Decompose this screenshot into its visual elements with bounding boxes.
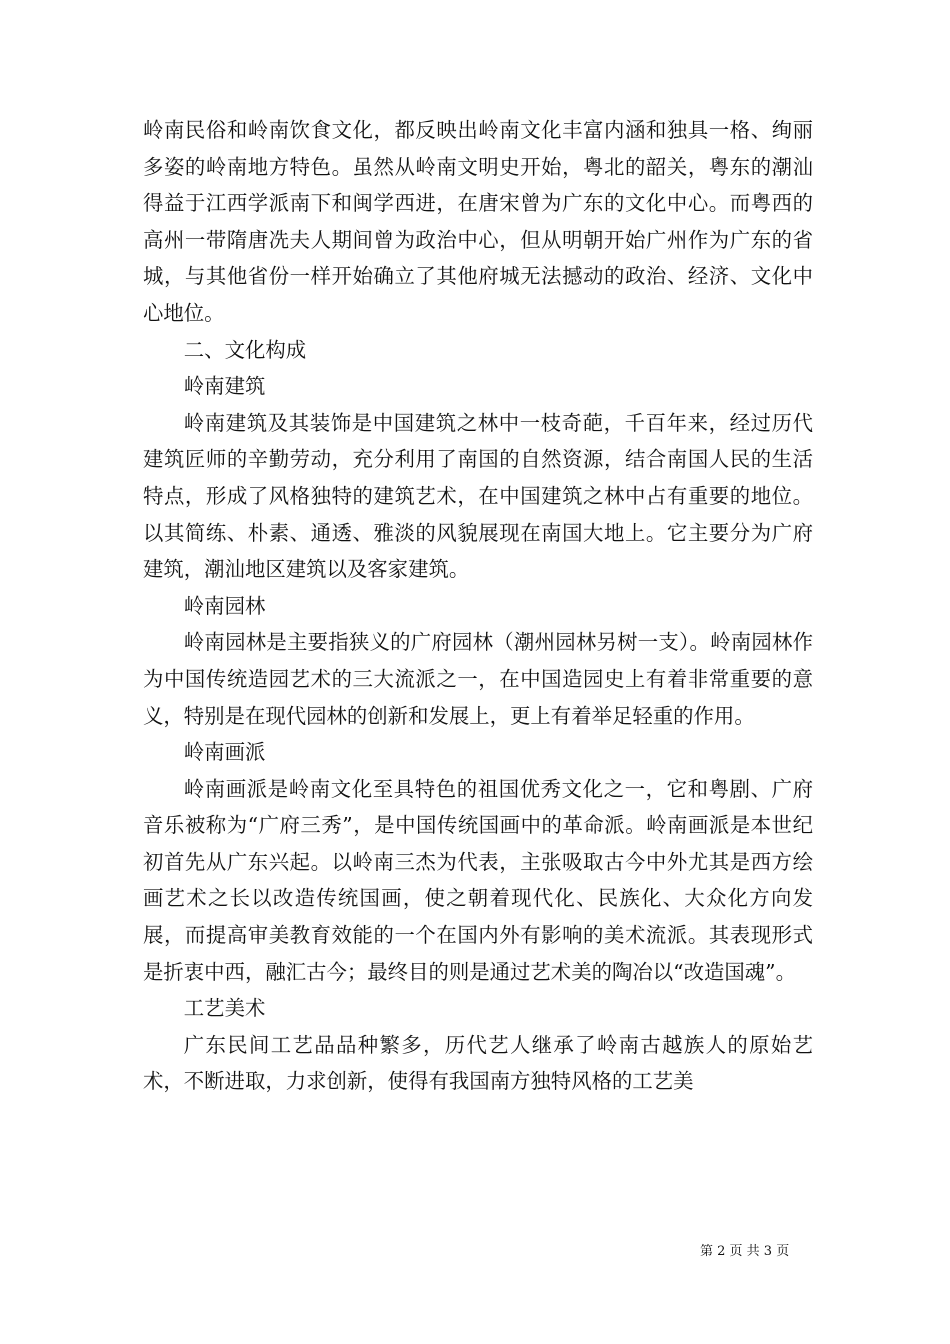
subheading-architecture: 岭南建筑: [183, 374, 266, 399]
subheading-arts-crafts: 工艺美术: [183, 996, 266, 1021]
paragraph-continuation: 岭南民俗和岭南饮食文化，都反映出岭南文化丰富内涵和独具一格、绚丽多姿的岭南地方特色。虽然从岭南文明史开始，粤北的韶关，粤东的潮汕得益于江西学派南下和闽学西进，在唐宋曾为广东的文化中心。而粤西的高州一带隋唐冼夫人期间曾为政治中心，但从明朝开始广州作为广东的省城，与其他省份一样开始确立了其他府城无法撼动的政治、经济、文化中心地位。: [143, 118, 813, 325]
paragraph-gardens: 岭南园林是主要指狭义的广府园林（潮州园林另树一支）。岭南园林作为中国传统造园艺术的三大流派之一，在中国造园史上有着非常重要的意义，特别是在现代园林的创新和发展上，更上有着举足轻重的作用。: [143, 630, 813, 728]
paragraph-architecture: 岭南建筑及其装饰是中国建筑之林中一枝奇葩，千百年来，经过历代建筑匠师的辛勤劳动，充分利用了南国的自然资源，结合南国人民的生活特点，形成了风格独特的建筑艺术，在中国建筑之林中占有重要的地位。以其简练、朴素、通透、雅淡的风貌展现在南国大地上。它主要分为广府建筑，潮汕地区建筑以及客家建筑。: [143, 410, 813, 582]
document-page: [143, 112, 813, 1100]
subheading-painting-school: 岭南画派: [183, 740, 266, 765]
page-indicator: 第 2 页 共 3 页: [700, 1244, 790, 1259]
section-heading-culture-composition: 二、文化构成: [183, 337, 307, 362]
paragraph-painting-school: 岭南画派是岭南文化至具特色的祖国优秀文化之一，它和粤剧、广府音乐被称为“广府三秀”，是中国传统国画中的革命派。岭南画派是本世纪初首先从广东兴起。以岭南三杰为代表，主张吸取古今中外尤其是西方绘画艺术之长以改造传统国画，使之朝着现代化、民族化、大众化方向发展，而提高审美教育效能的一个在国内外有影响的美术流派。其表现形式是折衷中西，融汇古今；最终目的则是通过艺术美的陶冶以“改造国魂”。: [143, 776, 813, 984]
paragraph-arts-crafts: 广东民间工艺品品种繁多，历代艺人继承了岭南古越族人的原始艺术，不断进取，力求创新，使得有我国南方独特风格的工艺美: [143, 1032, 813, 1094]
subheading-gardens: 岭南园林: [183, 593, 266, 618]
